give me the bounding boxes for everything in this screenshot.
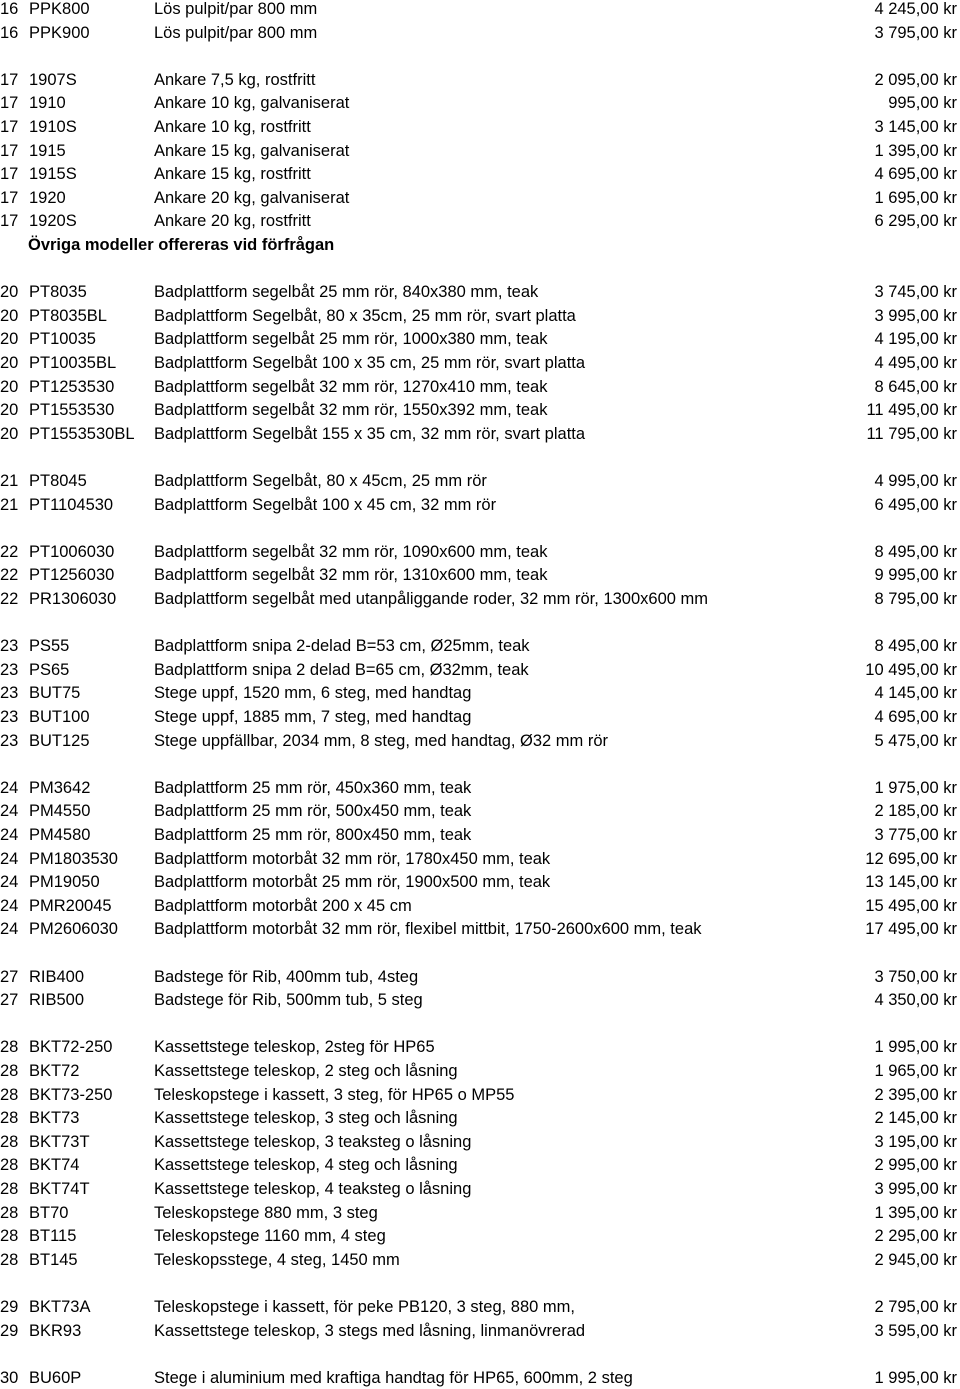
item-price: 1 695,00 kr — [874, 188, 957, 207]
list-item — [0, 1296, 960, 1318]
note-row — [0, 234, 960, 256]
list-item — [0, 1367, 960, 1389]
item-description: Badplattform Segelbåt 100 x 35 cm, 25 mm rör, svart platta — [154, 354, 586, 372]
group-number: 17 — [0, 212, 19, 231]
item-description: Stege uppf, 1520 mm, 6 steg, med handtag — [154, 684, 472, 703]
group-number: 17 — [0, 70, 19, 89]
list-item — [0, 1107, 960, 1129]
group-number: 21 — [0, 495, 19, 514]
item-code: 1910S — [29, 118, 77, 136]
item-price: 1 395,00 kr — [874, 1203, 957, 1222]
item-price: 17 495,00 kr — [865, 920, 957, 939]
group-number: 16 — [0, 0, 19, 18]
list-item — [0, 187, 960, 209]
group-number: 28 — [0, 1085, 19, 1104]
item-code: BKT73T — [29, 1132, 90, 1151]
list-item — [0, 305, 960, 327]
item-description: Ankare 20 kg, galvaniserat — [154, 188, 350, 207]
list-item — [0, 1202, 960, 1224]
item-code: PT1253530 — [29, 377, 115, 396]
item-description: Badplattform Segelbåt 100 x 45 cm, 32 mm rör — [154, 495, 497, 514]
item-price: 8 495,00 kr — [874, 637, 957, 656]
list-item — [0, 470, 960, 492]
item-price: 4 695,00 kr — [874, 708, 957, 726]
item-code: PT1553530BL — [29, 424, 135, 443]
group-number: 24 — [0, 778, 19, 797]
list-item — [0, 69, 960, 91]
group-number: 20 — [0, 306, 19, 325]
item-description: Ankare 10 kg, galvaniserat — [154, 94, 350, 113]
item-price: 15 495,00 kr — [865, 896, 957, 915]
item-price: 2 145,00 kr — [874, 1109, 957, 1128]
item-price: 4 495,00 kr — [874, 354, 957, 372]
list-item — [0, 399, 960, 421]
item-code: PT10035 — [29, 330, 96, 349]
list-item — [0, 895, 960, 917]
item-code: BKT72 — [29, 1062, 80, 1080]
list-item — [0, 1131, 960, 1153]
list-item — [0, 140, 960, 162]
item-description: Badplattform 25 mm rör, 450x360 mm, teak — [154, 778, 472, 797]
item-price: 2 945,00 kr — [874, 1250, 957, 1269]
group-number: 28 — [0, 1227, 19, 1246]
item-code: 1920 — [29, 188, 66, 207]
group-number: 23 — [0, 637, 19, 656]
item-code: BKT73A — [29, 1298, 91, 1316]
item-price: 2 295,00 kr — [874, 1227, 957, 1246]
list-item — [0, 1154, 960, 1176]
item-price: 3 750,00 kr — [874, 967, 957, 986]
item-price: 11 495,00 kr — [866, 401, 957, 420]
item-code: BT115 — [29, 1227, 77, 1246]
item-description: Badplattform snipa 2-delad B=53 cm, Ø25mm, teak — [154, 637, 530, 656]
item-code: BUT125 — [29, 731, 90, 750]
item-code: 1920S — [29, 212, 77, 231]
group-number: 20 — [0, 424, 19, 443]
list-item — [0, 22, 960, 44]
group-number: 24 — [0, 873, 19, 892]
list-item — [0, 92, 960, 114]
list-item — [0, 730, 960, 752]
item-code: PS55 — [29, 637, 70, 656]
item-price: 10 495,00 kr — [865, 660, 957, 679]
group-number: 24 — [0, 802, 19, 821]
group-number: 21 — [0, 472, 19, 490]
item-price: 2 995,00 kr — [874, 1156, 957, 1175]
item-code: BU60P — [29, 1368, 82, 1387]
item-code: RIB500 — [29, 991, 85, 1010]
item-description: Ankare 7,5 kg, rostfritt — [154, 70, 316, 89]
item-description: Ankare 15 kg, galvaniserat — [154, 141, 350, 160]
group-number: 28 — [0, 1156, 19, 1175]
item-price: 2 095,00 kr — [874, 70, 957, 89]
item-price: 4 145,00 kr — [874, 684, 957, 703]
item-code: 1915 — [29, 141, 66, 160]
list-item — [0, 966, 960, 988]
group-number: 30 — [0, 1368, 19, 1387]
list-item — [0, 0, 960, 20]
list-item — [0, 116, 960, 138]
group-number: 22 — [0, 590, 19, 608]
group-number: 24 — [0, 896, 19, 915]
item-code: PS65 — [29, 660, 70, 679]
item-price: 3 795,00 kr — [874, 23, 957, 42]
list-item — [0, 1225, 960, 1247]
item-code: BT70 — [29, 1203, 69, 1222]
item-price: 11 795,00 kr — [866, 424, 957, 443]
list-item — [0, 1320, 960, 1342]
item-code: PM2606030 — [29, 920, 118, 939]
item-code: PPK900 — [29, 23, 90, 42]
group-number: 28 — [0, 1180, 19, 1198]
list-item — [0, 210, 960, 232]
item-description: Badplattform segelbåt 25 mm rör, 840x380 mm, teak — [154, 283, 539, 302]
group-number: 24 — [0, 920, 19, 939]
item-description: Kassettstege teleskop, 3 stegs med låsning, linmanövrerad — [154, 1321, 586, 1340]
item-price: 1 965,00 kr — [874, 1062, 957, 1080]
item-price: 12 695,00 kr — [865, 849, 957, 868]
item-code: PT1256030 — [29, 566, 115, 585]
item-description: Stege uppfällbar, 2034 mm, 8 steg, med handtag, Ø32 mm rör — [154, 731, 608, 750]
group-number: 29 — [0, 1321, 19, 1340]
group-number: 20 — [0, 354, 19, 372]
group-number: 24 — [0, 826, 19, 844]
item-price: 4 245,00 kr — [874, 0, 957, 18]
item-price: 2 395,00 kr — [874, 1085, 957, 1104]
list-item — [0, 423, 960, 445]
item-description: Badplattform segelbåt 32 mm rör, 1270x410 mm, teak — [154, 377, 548, 396]
group-number: 16 — [0, 23, 19, 42]
group-number: 22 — [0, 566, 19, 585]
item-description: Stege i aluminium med kraftiga handtag för HP65, 600mm, 2 steg — [154, 1368, 633, 1387]
item-code: PT8045 — [29, 472, 87, 490]
item-code: 1907S — [29, 70, 77, 89]
group-number: 22 — [0, 542, 19, 561]
list-item — [0, 777, 960, 799]
item-description: Teleskopstege 1160 mm, 4 steg — [154, 1227, 386, 1246]
item-code: PM3642 — [29, 778, 91, 797]
note-text: Övriga modeller offereras vid förfrågan — [28, 236, 335, 254]
item-code: PT8035 — [29, 283, 87, 302]
item-code: BKT73-250 — [29, 1085, 113, 1104]
item-description: Kassettstege teleskop, 4 steg och låsning — [154, 1156, 458, 1175]
list-item — [0, 328, 960, 350]
item-description: Ankare 10 kg, rostfritt — [154, 118, 311, 136]
item-description: Badplattform Segelbåt, 80 x 35cm, 25 mm rör, svart platta — [154, 306, 576, 325]
list-item — [0, 163, 960, 185]
group-number: 17 — [0, 188, 19, 207]
group-number: 23 — [0, 660, 19, 679]
item-description: Badplattform segelbåt 25 mm rör, 1000x380 mm, teak — [154, 330, 548, 349]
item-code: BKT74 — [29, 1156, 80, 1175]
group-number: 20 — [0, 377, 19, 396]
item-code: PPK800 — [29, 0, 90, 18]
item-price: 5 475,00 kr — [874, 731, 957, 750]
item-price: 4 995,00 kr — [874, 472, 957, 490]
item-description: Lös pulpit/par 800 mm — [154, 23, 318, 42]
item-code: PT8035BL — [29, 306, 107, 325]
list-item — [0, 871, 960, 893]
item-description: Lös pulpit/par 800 mm — [154, 0, 318, 18]
list-item — [0, 800, 960, 822]
item-price: 2 795,00 kr — [874, 1298, 957, 1316]
list-item — [0, 352, 960, 374]
group-number: 28 — [0, 1062, 19, 1080]
item-code: BUT75 — [29, 684, 81, 703]
item-description: Kassettstege teleskop, 2steg för HP65 — [154, 1038, 435, 1057]
list-item — [0, 541, 960, 563]
item-code: PT1104530 — [29, 495, 114, 514]
item-code: PM4550 — [29, 802, 91, 821]
group-number: 27 — [0, 991, 19, 1010]
item-description: Badplattform 25 mm rör, 800x450 mm, teak — [154, 826, 472, 844]
item-code: 1910 — [29, 94, 66, 113]
group-number: 20 — [0, 401, 19, 420]
item-description: Badplattform Segelbåt, 80 x 45cm, 25 mm rör — [154, 472, 487, 490]
list-item — [0, 635, 960, 657]
group-number: 27 — [0, 967, 19, 986]
item-code: PM19050 — [29, 873, 100, 892]
item-price: 8 795,00 kr — [874, 590, 957, 608]
group-number: 17 — [0, 94, 19, 113]
list-item — [0, 1178, 960, 1200]
item-price: 3 195,00 kr — [874, 1132, 957, 1151]
group-number: 28 — [0, 1109, 19, 1128]
item-description: Ankare 15 kg, rostfritt — [154, 165, 311, 184]
item-description: Badplattform motorbåt 32 mm rör, flexibel mittbit, 1750-2600x600 mm, teak — [154, 920, 702, 939]
list-item — [0, 659, 960, 681]
item-price: 1 975,00 kr — [874, 778, 957, 797]
item-description: Badplattform segelbåt med utanpåliggande roder, 32 mm rör, 1300x600 mm — [154, 590, 708, 608]
item-price: 3 995,00 kr — [874, 1180, 957, 1198]
list-item — [0, 706, 960, 728]
item-code: BUT100 — [29, 708, 90, 726]
group-number: 28 — [0, 1132, 19, 1151]
group-number: 20 — [0, 330, 19, 349]
item-price: 1 395,00 kr — [874, 141, 957, 160]
list-item — [0, 824, 960, 846]
item-description: Badplattform 25 mm rör, 500x450 mm, teak — [154, 802, 472, 821]
list-item — [0, 494, 960, 516]
item-price: 3 595,00 kr — [874, 1321, 957, 1340]
list-item — [0, 281, 960, 303]
item-description: Badplattform segelbåt 32 mm rör, 1550x392 mm, teak — [154, 401, 548, 420]
item-code: BKT74T — [29, 1180, 90, 1198]
item-description: Badplattform segelbåt 32 mm rör, 1310x600 mm, teak — [154, 566, 548, 585]
item-price: 4 195,00 kr — [874, 330, 957, 349]
group-number: 17 — [0, 165, 19, 184]
group-number: 28 — [0, 1038, 19, 1057]
item-code: RIB400 — [29, 967, 85, 986]
group-number: 17 — [0, 141, 19, 160]
item-description: Badplattform Segelbåt 155 x 35 cm, 32 mm rör, svart platta — [154, 424, 586, 443]
list-item — [0, 564, 960, 586]
group-number: 17 — [0, 118, 19, 136]
item-price: 6 295,00 kr — [874, 212, 957, 231]
list-item — [0, 848, 960, 870]
item-price: 9 995,00 kr — [874, 566, 957, 585]
item-price: 3 145,00 kr — [874, 118, 957, 136]
item-description: Teleskopstege i kassett, för peke PB120, 3 steg, 880 mm, — [154, 1298, 575, 1316]
item-code: BKT72-250 — [29, 1038, 113, 1057]
item-description: Kassettstege teleskop, 3 steg och låsning — [154, 1109, 458, 1128]
item-price: 4 695,00 kr — [874, 165, 957, 184]
item-price: 3 775,00 kr — [874, 826, 957, 844]
item-code: BKR93 — [29, 1321, 82, 1340]
item-description: Badplattform segelbåt 32 mm rör, 1090x600 mm, teak — [154, 542, 548, 561]
group-number: 29 — [0, 1298, 19, 1316]
item-description: Stege uppf, 1885 mm, 7 steg, med handtag — [154, 708, 472, 726]
item-price: 8 495,00 kr — [874, 542, 957, 561]
item-price: 2 185,00 kr — [874, 802, 957, 821]
item-code: PMR20045 — [29, 896, 112, 915]
group-number: 28 — [0, 1203, 19, 1222]
item-description: Kassettstege teleskop, 4 teaksteg o låsning — [154, 1180, 472, 1198]
group-number: 28 — [0, 1250, 19, 1269]
item-description: Badstege för Rib, 500mm tub, 5 steg — [154, 991, 423, 1010]
item-description: Badstege för Rib, 400mm tub, 4steg — [154, 967, 419, 986]
item-code: PT10035BL — [29, 354, 117, 372]
group-number: 23 — [0, 731, 19, 750]
item-description: Badplattform motorbåt 25 mm rör, 1900x500 mm, teak — [154, 873, 551, 892]
item-price: 3 995,00 kr — [874, 306, 957, 325]
item-price: 1 995,00 kr — [874, 1368, 957, 1387]
list-item — [0, 1060, 960, 1082]
item-code: PR1306030 — [29, 590, 117, 608]
item-price: 1 995,00 kr — [874, 1038, 957, 1057]
group-number: 23 — [0, 708, 19, 726]
item-code: BT145 — [29, 1250, 78, 1269]
item-description: Teleskopstege i kassett, 3 steg, för HP65 o MP55 — [154, 1085, 515, 1104]
item-code: PT1553530 — [29, 401, 115, 420]
item-code: 1915S — [29, 165, 77, 184]
item-price: 8 645,00 kr — [874, 377, 957, 396]
item-code: PT1006030 — [29, 542, 115, 561]
item-description: Teleskopsstege, 4 steg, 1450 mm — [154, 1250, 400, 1269]
item-description: Kassettstege teleskop, 2 steg och låsning — [154, 1062, 458, 1080]
item-code: BKT73 — [29, 1109, 80, 1128]
item-code: PM1803530 — [29, 849, 118, 868]
item-price: 6 495,00 kr — [874, 495, 957, 514]
group-number: 23 — [0, 684, 19, 703]
item-description: Badplattform motorbåt 200 x 45 cm — [154, 896, 412, 915]
list-item — [0, 682, 960, 704]
group-number: 24 — [0, 849, 19, 868]
item-price: 995,00 kr — [888, 94, 957, 113]
list-item — [0, 1036, 960, 1058]
item-description: Badplattform snipa 2 delad B=65 cm, Ø32mm, teak — [154, 660, 529, 679]
item-description: Ankare 20 kg, rostfritt — [154, 212, 311, 231]
list-item — [0, 376, 960, 398]
item-price: 4 350,00 kr — [874, 991, 957, 1010]
group-number: 20 — [0, 283, 19, 302]
item-description: Badplattform motorbåt 32 mm rör, 1780x450 mm, teak — [154, 849, 551, 868]
item-description: Kassettstege teleskop, 3 teaksteg o låsning — [154, 1132, 472, 1151]
item-price: 13 145,00 kr — [865, 873, 957, 892]
list-item — [0, 588, 960, 610]
item-code: PM4580 — [29, 826, 91, 844]
item-description: Teleskopstege 880 mm, 3 steg — [154, 1203, 378, 1222]
list-item — [0, 1249, 960, 1271]
list-item — [0, 989, 960, 1011]
list-item — [0, 1084, 960, 1106]
item-price: 3 745,00 kr — [874, 283, 957, 302]
list-item — [0, 918, 960, 940]
